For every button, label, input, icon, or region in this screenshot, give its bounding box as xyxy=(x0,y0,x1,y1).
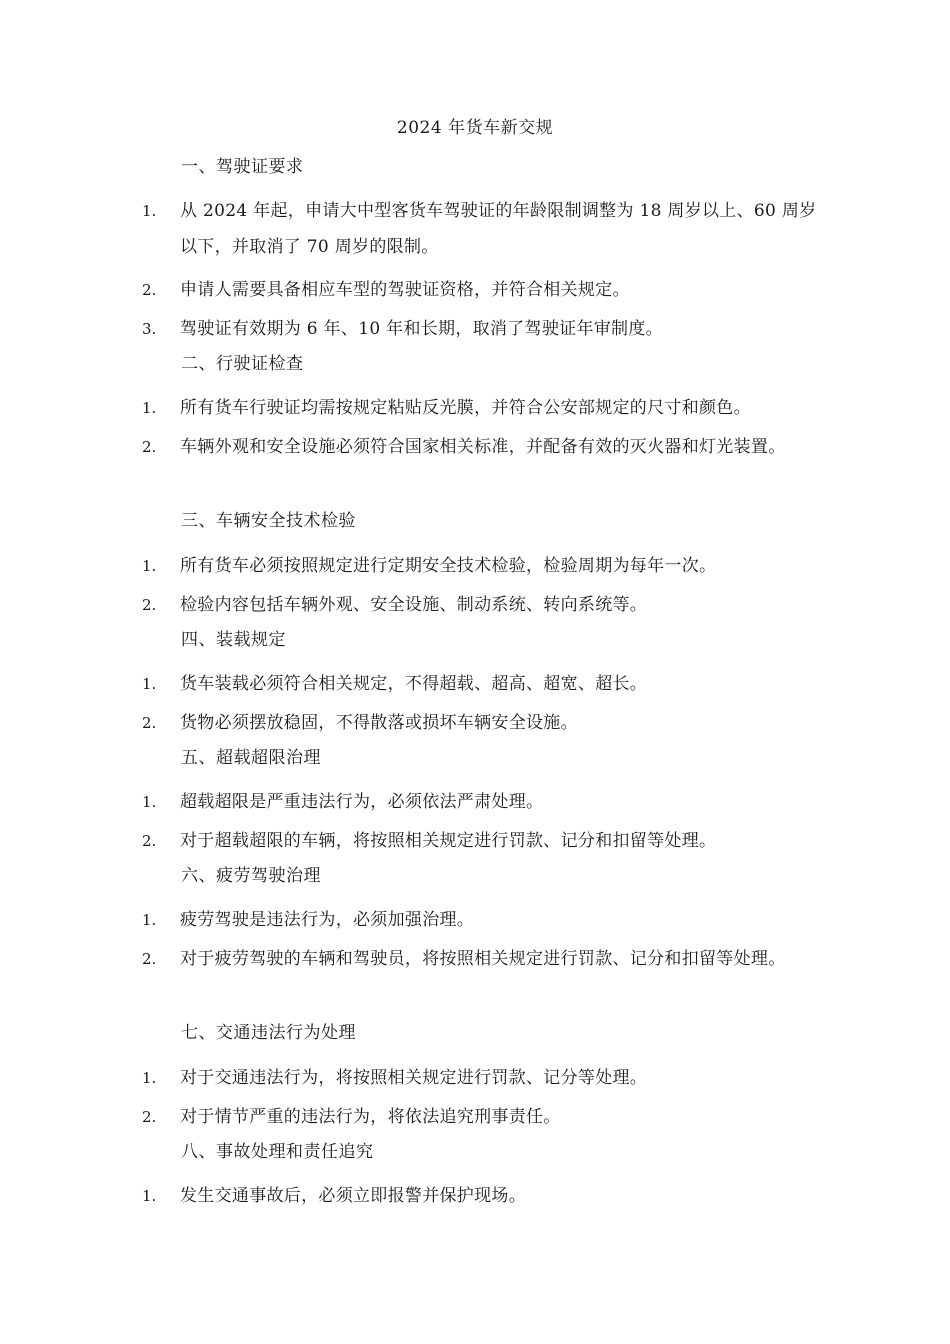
list-item xyxy=(142,311,822,347)
item-number: 2. xyxy=(142,714,157,732)
item-text: 对于交通违法行为，将按照相关规定进行罚款、记分等处理。 xyxy=(180,1068,648,1088)
section-heading: 五、超载超限治理 xyxy=(181,748,321,768)
item-number: 1. xyxy=(142,793,157,811)
item-text: 驾驶证有效期为 6 年、10 年和长期，取消了驾驶证年审制度。 xyxy=(180,319,663,339)
item-number: 2. xyxy=(142,1108,157,1126)
item-number: 2. xyxy=(142,950,157,968)
section-heading: 七、交通违法行为处理 xyxy=(181,1023,356,1043)
list-item xyxy=(142,548,822,584)
item-number: 1. xyxy=(142,202,157,220)
section-heading: 三、车辆安全技术检验 xyxy=(181,511,356,531)
item-text: 所有货车行驶证均需按规定粘贴反光膜，并符合公安部规定的尺寸和颜色。 xyxy=(180,398,751,418)
section-heading: 八、事故处理和责任追究 xyxy=(181,1142,374,1162)
document-title: 2024 年货车新交规 xyxy=(396,118,554,138)
item-text: 检验内容包括车辆外观、安全设施、制动系统、转向系统等。 xyxy=(180,595,648,615)
list-item xyxy=(142,941,822,977)
item-number: 1. xyxy=(142,399,157,417)
item-text: 对于超载超限的车辆，将按照相关规定进行罚款、记分和扣留等处理。 xyxy=(180,831,717,851)
section-heading: 四、装载规定 xyxy=(181,630,286,650)
list-item xyxy=(142,1178,822,1214)
item-text: 货物必须摆放稳固，不得散落或损坏车辆安全设施。 xyxy=(180,713,578,733)
section-heading: 二、行驶证检查 xyxy=(181,354,304,374)
section-heading: 六、疲劳驾驶治理 xyxy=(181,866,321,886)
list-item xyxy=(142,390,822,426)
item-text: 发生交通事故后，必须立即报警并保护现场。 xyxy=(180,1186,526,1206)
item-text: 疲劳驾驶是违法行为，必须加强治理。 xyxy=(180,910,475,930)
item-text: 货车装载必须符合相关规定，不得超载、超高、超宽、超长。 xyxy=(180,674,648,694)
item-text: 从 2024 年起，申请大中型客货车驾驶证的年龄限制调整为 18 周岁以上、60 周岁以下，并取消了 70 周岁的限制。 xyxy=(180,201,817,257)
list-item xyxy=(142,587,822,623)
item-number: 1. xyxy=(142,1069,157,1087)
list-item xyxy=(142,1099,822,1135)
list-item xyxy=(142,823,822,859)
item-number: 2. xyxy=(142,832,157,850)
item-text: 超载超限是严重违法行为，必须依法严肃处理。 xyxy=(180,792,544,812)
list-item xyxy=(142,666,822,702)
item-text: 车辆外观和安全设施必须符合国家相关标准，并配备有效的灭火器和灯光装置。 xyxy=(180,437,786,457)
item-number: 1. xyxy=(142,1187,157,1205)
list-item xyxy=(142,705,822,741)
item-number: 2. xyxy=(142,281,157,299)
item-number: 2. xyxy=(142,596,157,614)
list-item xyxy=(142,902,822,938)
list-item xyxy=(142,429,822,465)
item-text: 申请人需要具备相应车型的驾驶证资格，并符合相关规定。 xyxy=(180,280,630,300)
list-item xyxy=(142,784,822,820)
item-text: 对于情节严重的违法行为，将依法追究刑事责任。 xyxy=(180,1107,561,1127)
item-number: 2. xyxy=(142,438,157,456)
item-number: 1. xyxy=(142,911,157,929)
list-item xyxy=(142,1060,822,1096)
list-item xyxy=(142,193,822,265)
item-number: 1. xyxy=(142,557,157,575)
item-number: 1. xyxy=(142,675,157,693)
item-text: 对于疲劳驾驶的车辆和驾驶员，将按照相关规定进行罚款、记分和扣留等处理。 xyxy=(180,949,786,969)
section-heading: 一、驾驶证要求 xyxy=(181,157,304,177)
item-text: 所有货车必须按照规定进行定期安全技术检验，检验周期为每年一次。 xyxy=(180,556,717,576)
list-item xyxy=(142,272,822,308)
item-number: 3. xyxy=(142,320,157,338)
